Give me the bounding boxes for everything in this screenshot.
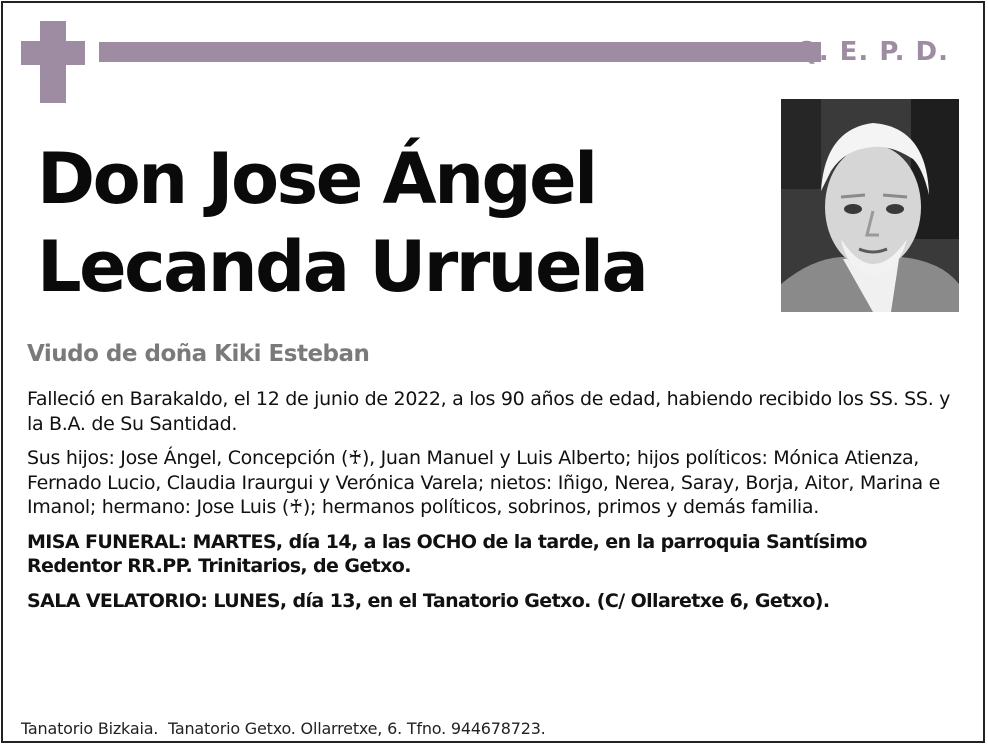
funeral-mass-paragraph: MISA FUNERAL: MARTES, día 14, a las OCHO de la tarde, en la parroquia Santísimo Redentor RR.PP. Trinitarios, de Getxo. bbox=[27, 530, 867, 577]
widower-subtitle: Viudo de doña Kiki Esteban bbox=[27, 341, 370, 367]
family-text-part-1: Sus hijos: Jose Ángel, Concepción ( bbox=[27, 447, 349, 469]
name-line-2: Lecanda Urruela bbox=[37, 226, 647, 308]
obituary-body bbox=[27, 387, 967, 623]
family-text-part-2: ), Juan Manuel y Luis Alberto; hijos políticos: Mónica Atienza, Fernado Lucio, Claudia Iraurgui y Verónica Varela; nietos: Iñigo, Nerea, Saray, Borja, Aitor, Marina e Imanol; hermano: Jose Luis ( bbox=[27, 447, 940, 518]
family-text-part-3: ); hermanos políticos, sobrinos, primos y demás familia. bbox=[302, 496, 819, 518]
obituary-card bbox=[1, 1, 985, 743]
deceased-photo bbox=[781, 99, 959, 312]
portrait-illustration bbox=[781, 99, 959, 312]
latin-cross-icon: ♰ bbox=[348, 447, 363, 469]
funeral-home-footer: Tanatorio Bizkaia. Tanatorio Getxo. Ollarretxe, 6. Tfno. 944678723. bbox=[21, 719, 546, 738]
family-paragraph bbox=[27, 446, 967, 520]
header-rule bbox=[99, 42, 821, 62]
wake-room-paragraph: SALA VELATORIO: LUNES, día 13, en el Tanatorio Getxo. (C/ Ollaretxe 6, Getxo). bbox=[27, 589, 830, 612]
name-line-1: Don Jose Ángel bbox=[37, 138, 596, 220]
cross-horizontal-bar bbox=[21, 41, 85, 65]
qepd-label: Q. E. P. D. bbox=[795, 37, 949, 67]
latin-cross-icon: ♰ bbox=[289, 496, 303, 518]
deceased-name bbox=[37, 135, 757, 311]
death-paragraph: Falleció en Barakaldo, el 12 de junio de 2022, a los 90 años de edad, habiendo recibido los SS. SS. y la B.A. de Su Santidad. bbox=[27, 388, 951, 435]
